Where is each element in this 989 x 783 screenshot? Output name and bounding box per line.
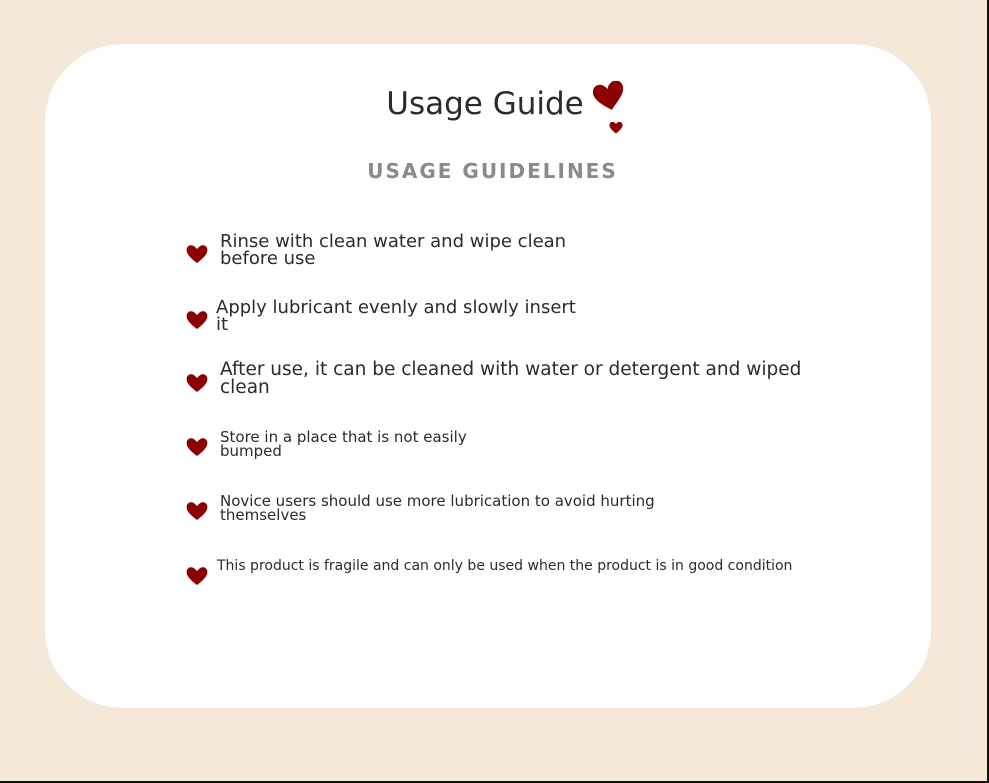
guideline-line: it [216, 314, 229, 336]
page-subtitle: USAGE GUIDELINES [367, 159, 618, 183]
guide-card [45, 44, 931, 708]
heart-bullet-icon [186, 373, 208, 393]
heart-bullet-icon [186, 310, 208, 330]
heart-bullet-icon [186, 501, 208, 521]
guideline-line: After use, it can be cleaned with water or detergent and wiped [220, 359, 802, 380]
guideline-text [216, 297, 646, 336]
guideline-text [220, 494, 720, 523]
heart-bullet-icon [186, 437, 208, 457]
heart-icon [593, 81, 625, 111]
guideline-line: This product is fragile and can only be used when the product is in good condition [217, 558, 793, 574]
guideline-line: Apply lubricant evenly and slowly insert [216, 297, 576, 318]
guideline-line: bumped [220, 442, 282, 461]
guideline-line: clean [220, 376, 270, 398]
heart-bullet-icon [186, 244, 208, 264]
guideline-line: Rinse with clean water and wipe clean [220, 231, 567, 252]
guideline-line: Store in a place that is not easily [220, 428, 467, 446]
guideline-text [220, 430, 520, 459]
small-heart-icon [609, 121, 623, 134]
guideline-text [220, 361, 860, 396]
guideline-text [220, 231, 640, 270]
guideline-line: before use [220, 248, 316, 270]
guideline-line: Novice users should use more lubrication to avoid hurting [220, 492, 655, 510]
page-title: Usage Guide [386, 86, 584, 122]
guideline-line: themselves [220, 506, 307, 525]
heart-bullet-icon [186, 566, 208, 586]
guideline-text [217, 560, 837, 573]
